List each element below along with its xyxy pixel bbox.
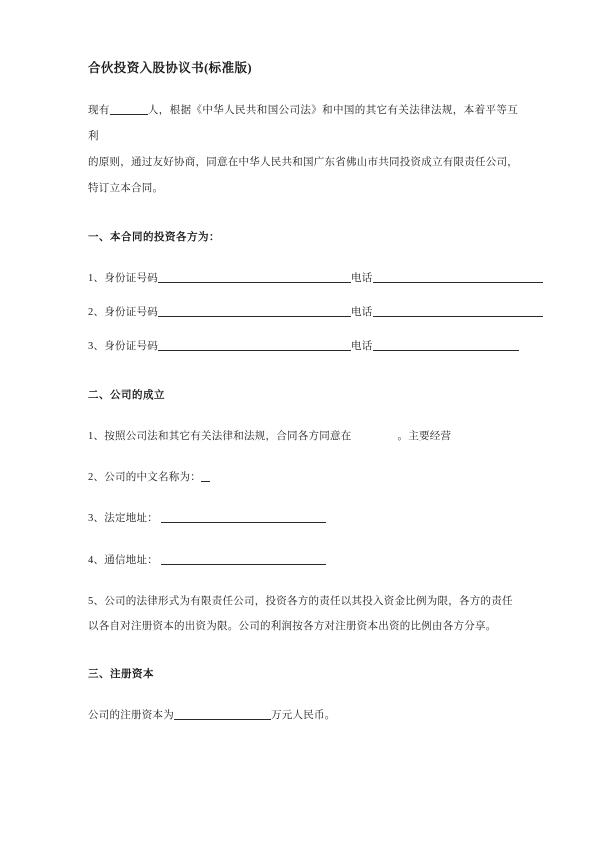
company-item-5-line-1: 5、公司的法律形式为有限责任公司，投资各方的责任以其投入资金比例为限，各方的责任 bbox=[88, 595, 513, 607]
registered-capital-row bbox=[88, 703, 518, 729]
spacer bbox=[88, 361, 518, 383]
mailing-address-label: 4、通信地址： bbox=[88, 554, 158, 566]
registered-capital-label: 公司的注册资本为 bbox=[88, 710, 174, 722]
mailing-address-blank[interactable] bbox=[161, 564, 326, 565]
party-id-blank-2[interactable] bbox=[158, 316, 351, 317]
party-phone-blank-2[interactable] bbox=[373, 316, 543, 317]
spacer bbox=[88, 203, 518, 225]
spacer bbox=[88, 409, 518, 424]
party-id-blank-3[interactable] bbox=[158, 350, 351, 351]
spacer bbox=[88, 251, 518, 266]
party-id-label-2: 身份证号码 bbox=[104, 307, 158, 318]
section-heading-one: 一、本合同的投资各方为： bbox=[88, 231, 220, 243]
party-phone-label-2: 电话 bbox=[351, 307, 373, 318]
company-item-1 bbox=[88, 424, 518, 450]
spacer bbox=[88, 688, 518, 703]
company-item-1-suffix: 。主要经营 bbox=[397, 430, 452, 442]
intro-text-before-blank: 现有 bbox=[88, 104, 110, 116]
company-item-4 bbox=[88, 548, 518, 574]
spacer bbox=[88, 533, 518, 548]
spacer bbox=[88, 450, 518, 465]
company-item-1-text: 1、按照公司法和其它有关法律和法规，合同各方同意在 bbox=[88, 430, 352, 442]
section-heading-three: 三、注册资本 bbox=[88, 669, 154, 681]
legal-address-blank[interactable] bbox=[161, 522, 326, 523]
page-title: 合伙投资入股协议书(标准版) bbox=[88, 61, 252, 75]
intro-text-after-blank: 人，根据《中华人民共和国公司法》和中国的其它有关法律法规，本着平等互利 bbox=[88, 104, 519, 142]
party-row-2 bbox=[88, 300, 518, 326]
registered-capital-unit: 万元人民币。 bbox=[271, 710, 336, 722]
party-id-blank-1[interactable] bbox=[158, 282, 351, 283]
party-row-3 bbox=[88, 334, 518, 360]
party-phone-blank-1[interactable] bbox=[373, 282, 543, 283]
intro-paragraph-line-3: 特订立本合同。 bbox=[88, 183, 164, 195]
intro-paragraph-line-2: 的原则，通过友好协商，同意在中华人民共和国广东省佛山市共同投资成立有限责任公司， bbox=[88, 157, 518, 168]
party-id-label-3: 身份证号码 bbox=[104, 341, 158, 353]
company-item-5-line-2: 以各自对注册资本的出资为限。公司的利润按各方对注册资本出资的比例由各方分享。 bbox=[88, 621, 497, 633]
spacer bbox=[88, 640, 518, 662]
spacer bbox=[88, 491, 518, 506]
spacer bbox=[88, 326, 518, 334]
party-index-2: 2、 bbox=[88, 307, 105, 318]
party-phone-label-1: 电话 bbox=[351, 272, 373, 284]
party-phone-label-3: 电话 bbox=[351, 341, 373, 353]
section-heading-two: 二、公司的成立 bbox=[88, 389, 165, 401]
company-name-blank[interactable] bbox=[201, 481, 210, 482]
intro-paragraph-line-1 bbox=[88, 98, 518, 151]
company-name-label: 2、公司的中文名称为： bbox=[88, 472, 201, 483]
registered-capital-blank[interactable] bbox=[174, 719, 271, 720]
spacer bbox=[88, 292, 518, 300]
company-item-3 bbox=[88, 506, 518, 532]
company-item-2 bbox=[88, 465, 518, 491]
party-row-1 bbox=[88, 266, 518, 292]
party-phone-blank-3[interactable] bbox=[373, 350, 519, 351]
document-body bbox=[88, 60, 518, 730]
party-index-1: 1、 bbox=[88, 272, 105, 284]
party-count-blank[interactable] bbox=[110, 114, 148, 115]
legal-address-label: 3、法定地址： bbox=[88, 513, 158, 525]
spacer bbox=[88, 574, 518, 589]
party-index-3: 3、 bbox=[88, 341, 105, 353]
party-id-label-1: 身份证号码 bbox=[104, 272, 158, 284]
